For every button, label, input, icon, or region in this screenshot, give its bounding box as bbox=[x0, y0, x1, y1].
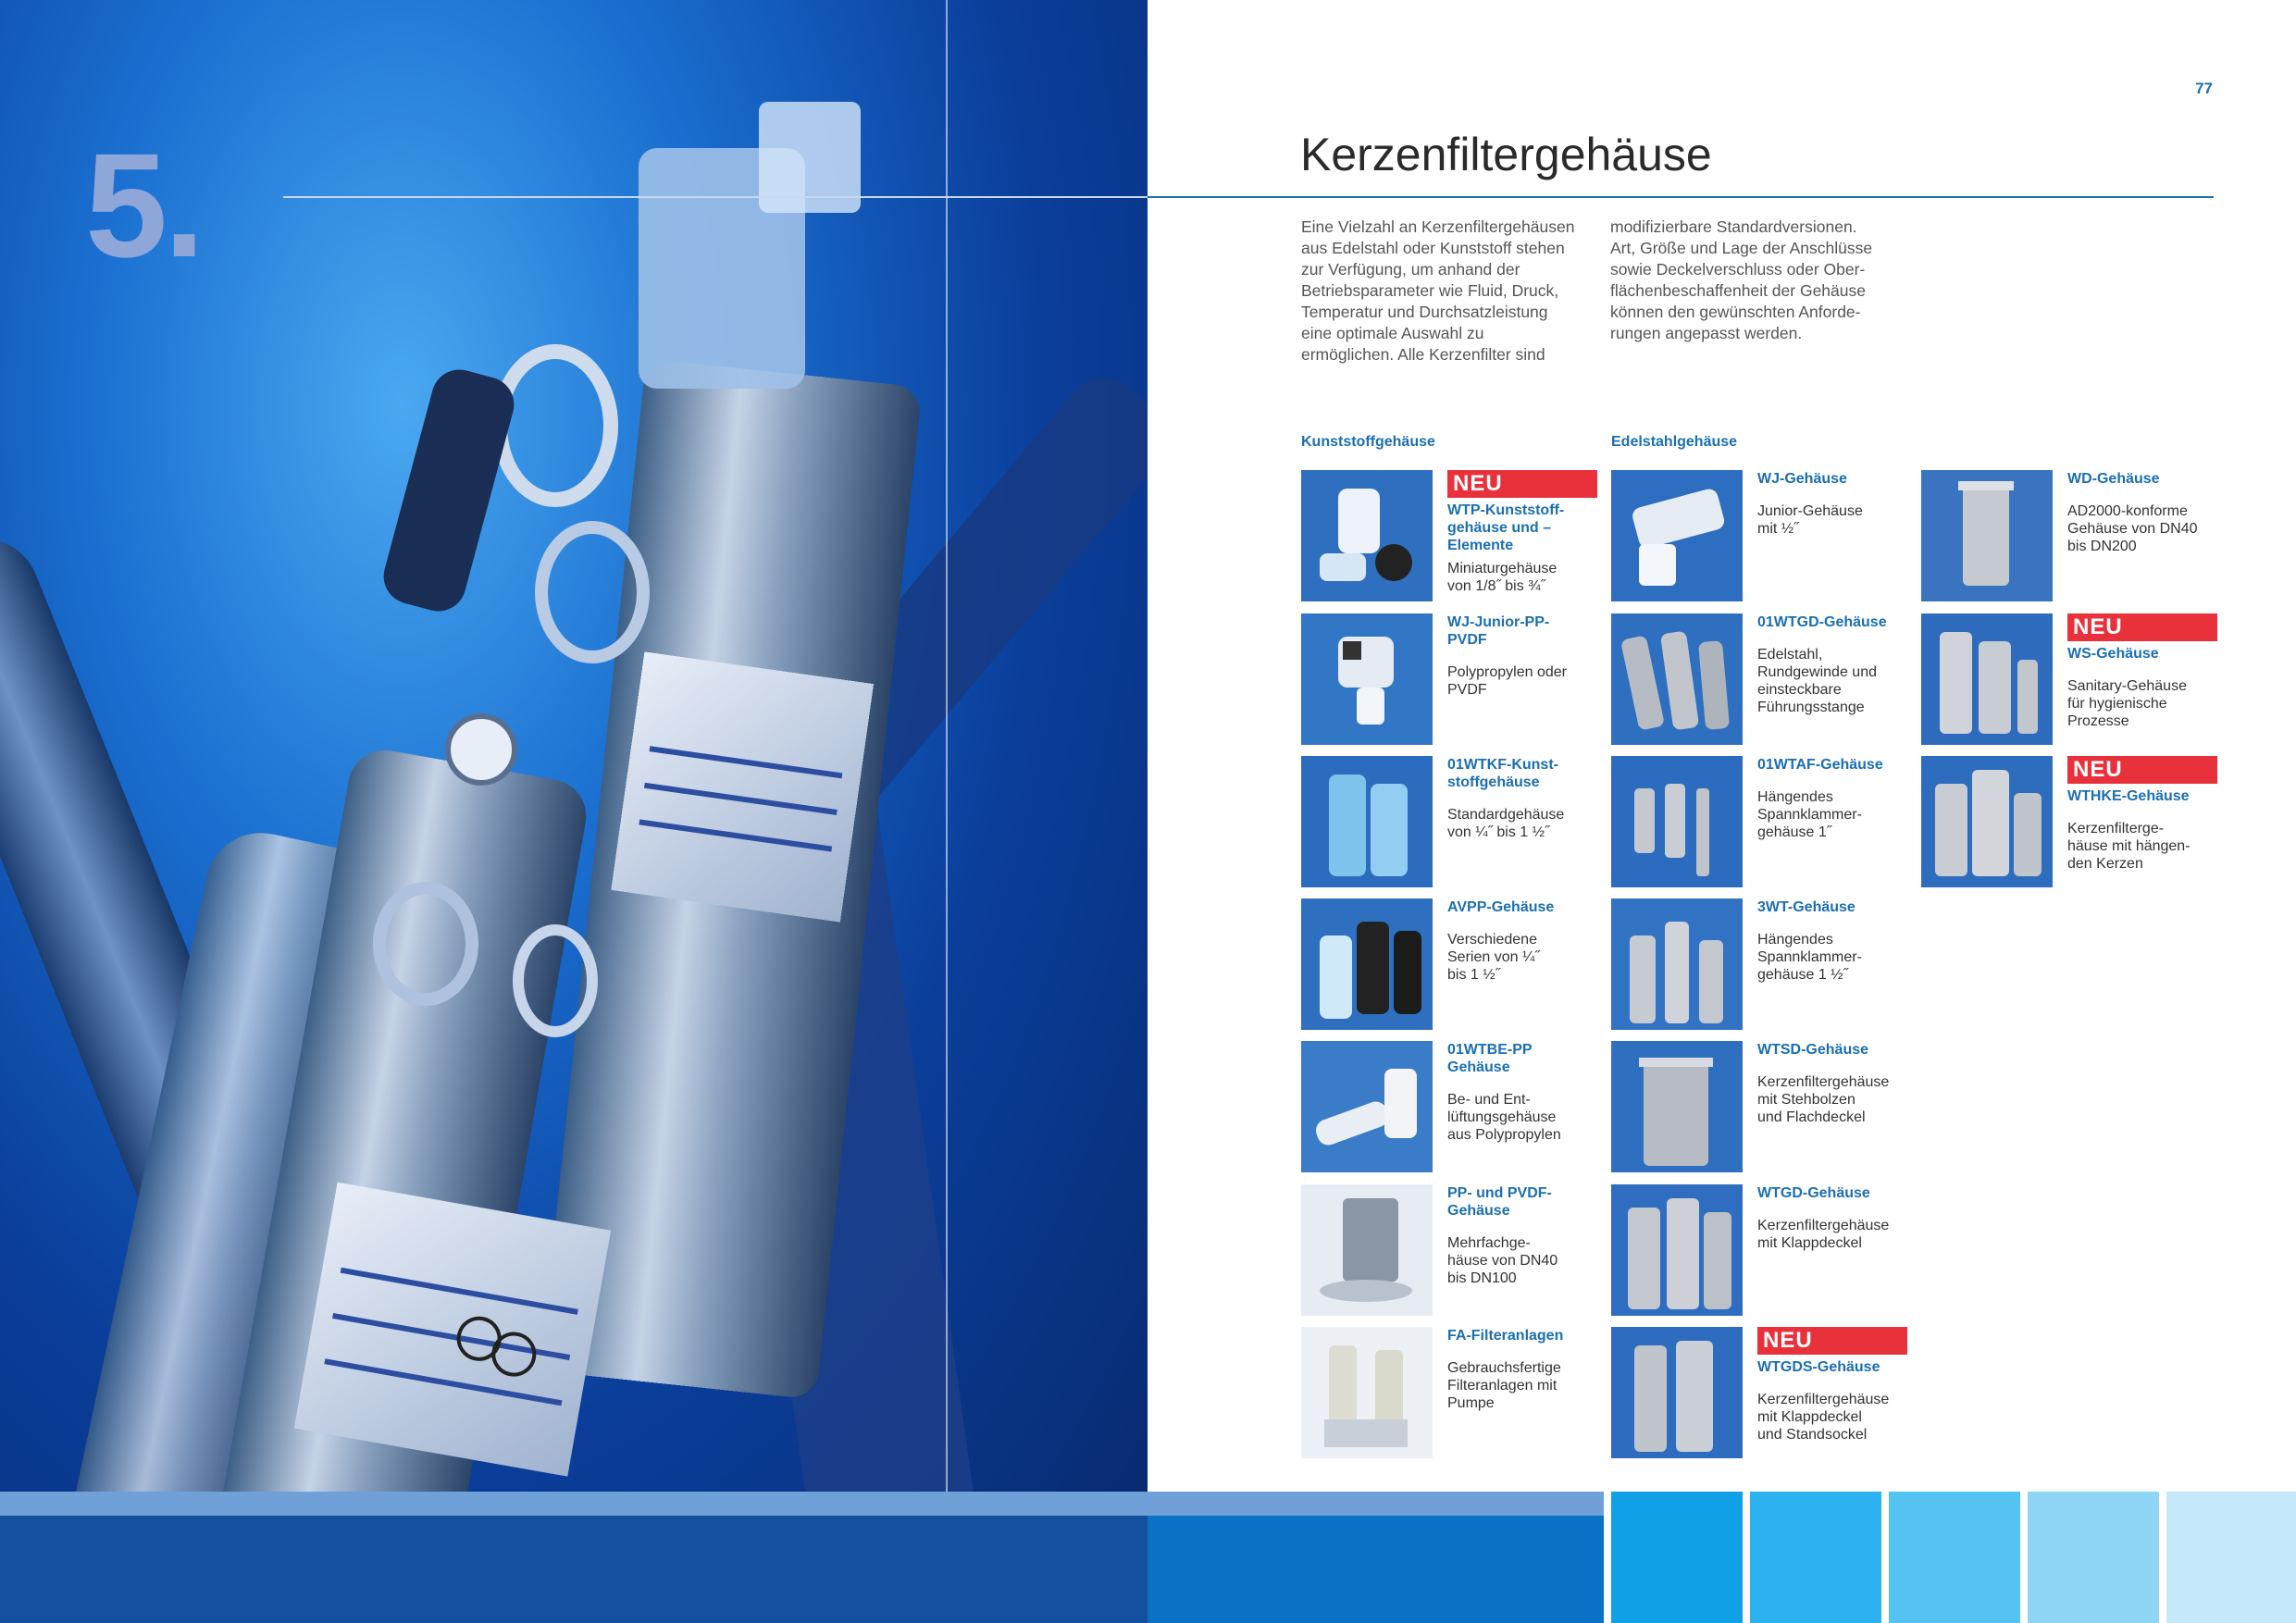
product-card bbox=[1301, 470, 1597, 601]
product-description: Kerzenfiltergehäuse mit Stehbolzen und Flachdeckel bbox=[1757, 1074, 1890, 1125]
product-description: Be- und Ent- lüftungsgehäuse aus Polypropylen bbox=[1447, 1092, 1561, 1143]
product-description: Kerzenfilterge- häuse mit hängen- den Kerzen bbox=[2067, 821, 2191, 872]
product-card bbox=[1611, 756, 1907, 887]
product-photo bbox=[1301, 1184, 1433, 1316]
product-photo bbox=[1611, 898, 1743, 1030]
page-number: 77 bbox=[2195, 80, 2213, 97]
header-rule bbox=[283, 196, 1148, 198]
product-card bbox=[1921, 756, 2217, 887]
neu-badge: NEU bbox=[1757, 1327, 1907, 1355]
product-card bbox=[1301, 1184, 1597, 1316]
product-photo bbox=[1611, 756, 1743, 887]
product-photo bbox=[1301, 613, 1433, 745]
product-card bbox=[1611, 1041, 1907, 1172]
section-heading-edelstahl: Edelstahlgehäuse bbox=[1611, 434, 1738, 450]
product-card bbox=[1611, 1327, 1907, 1458]
intro-text-column-1: Eine Vielzahl an Kerzenfiltergehäusen aus Edelstahl oder Kunststoff stehen zur Verfügung, um anhand der Betriebsparameter wie Fluid, Druck, Temperatur und Durchsatzleistung eine optimale Auswahl zu ermöglichen. Alle Kerzenfilter sind bbox=[1301, 217, 1575, 364]
product-name: 01WTKF-Kunst- stoffgehäuse bbox=[1447, 757, 1558, 790]
bottom-tile bbox=[2028, 1492, 2159, 1623]
product-card bbox=[1611, 1184, 1907, 1316]
product-name: FA-Filteranlagen bbox=[1447, 1328, 1564, 1344]
product-photo bbox=[1921, 470, 2053, 601]
product-card bbox=[1301, 898, 1597, 1030]
product-name: 3WT-Gehäuse bbox=[1757, 899, 1855, 915]
product-photo bbox=[1921, 613, 2053, 745]
product-name: WD-Gehäuse bbox=[2067, 471, 2160, 487]
product-photo bbox=[1301, 898, 1433, 1030]
product-name: 01WTAF-Gehäuse bbox=[1757, 757, 1883, 773]
product-description: Polypropylen oder PVDF bbox=[1447, 664, 1567, 698]
fold-line bbox=[946, 0, 948, 1623]
product-photo bbox=[1921, 756, 2053, 887]
product-name: WJ-Gehäuse bbox=[1757, 471, 1847, 487]
neu-badge: NEU bbox=[1447, 470, 1597, 498]
product-description: Kerzenfiltergehäuse mit Klappdeckel und Standsockel bbox=[1757, 1392, 1890, 1443]
bottom-tile bbox=[1889, 1492, 2020, 1623]
product-photo bbox=[1611, 470, 1743, 601]
product-name: WJ-Junior-PP- PVDF bbox=[1447, 614, 1550, 648]
product-description: Edelstahl, Rundgewinde und einsteckbare Führungsstange bbox=[1757, 647, 1877, 715]
product-name: 01WTGD-Gehäuse bbox=[1757, 614, 1887, 630]
product-description: Mehrfachge- häuse von DN40 bis DN100 bbox=[1447, 1235, 1558, 1286]
bottom-tile bbox=[1611, 1492, 1743, 1623]
product-name: WTSD-Gehäuse bbox=[1757, 1042, 1869, 1058]
product-description: Sanitary-Gehäuse für hygienische Prozesse bbox=[2067, 678, 2187, 729]
product-name: PP- und PVDF- Gehäuse bbox=[1447, 1185, 1552, 1219]
product-photo bbox=[1611, 613, 1743, 745]
product-card bbox=[1921, 470, 2217, 601]
product-description: Standardgehäuse von ¼˝ bis 1 ½˝ bbox=[1447, 807, 1565, 840]
bottom-tile bbox=[1750, 1492, 1881, 1623]
product-name: WTP-Kunststoff- gehäuse und – Elemente bbox=[1447, 502, 1565, 553]
product-photo bbox=[1611, 1184, 1743, 1316]
header-rule bbox=[1148, 196, 2214, 198]
product-name: WTGD-Gehäuse bbox=[1757, 1185, 1870, 1201]
product-description: Hängendes Spannklammer- gehäuse 1˝ bbox=[1757, 789, 1862, 840]
product-photo bbox=[1301, 1327, 1433, 1458]
page-title: Kerzenfiltergehäuse bbox=[1300, 129, 1712, 180]
product-description: Verschiedene Serien von ¼˝ bis 1 ½˝ bbox=[1447, 932, 1540, 983]
product-photo bbox=[1301, 756, 1433, 887]
bottom-band bbox=[1148, 1516, 1604, 1623]
product-description: Gebrauchsfertige Filteranlagen mit Pumpe bbox=[1447, 1360, 1561, 1411]
product-name: 01WTBE-PP Gehäuse bbox=[1447, 1042, 1533, 1075]
product-description: Hängendes Spannklammer- gehäuse 1 ½˝ bbox=[1757, 932, 1862, 983]
product-card bbox=[1301, 756, 1597, 887]
product-name: WS-Gehäuse bbox=[2067, 646, 2159, 662]
product-card bbox=[1611, 898, 1907, 1030]
product-description: Miniaturgehäuse von 1/8˝ bis ¾˝ bbox=[1447, 561, 1558, 594]
product-description: Junior-Gehäuse mit ½˝ bbox=[1757, 503, 1863, 537]
product-photo bbox=[1611, 1041, 1743, 1172]
product-card bbox=[1301, 1041, 1597, 1172]
bottom-tile bbox=[2166, 1492, 2296, 1623]
product-description: Kerzenfiltergehäuse mit Klappdeckel bbox=[1757, 1218, 1890, 1251]
intro-text-column-2: modifizierbare Standardversionen. Art, Größe und Lage der Anschlüsse sowie Deckelverschluss oder Ober- flächenbeschaffenheit der Gehäuse können den gewünschten Anforde- rungen angepasst werden. bbox=[1610, 217, 1873, 342]
product-photo bbox=[1301, 470, 1433, 601]
product-card bbox=[1301, 1327, 1597, 1458]
neu-badge: NEU bbox=[2067, 756, 2217, 784]
product-photo bbox=[1301, 1041, 1433, 1172]
product-card bbox=[1611, 470, 1907, 601]
product-card bbox=[1611, 613, 1907, 745]
product-photo bbox=[1611, 1327, 1743, 1458]
chapter-number: 5. bbox=[85, 122, 202, 288]
product-name: WTGDS-Gehäuse bbox=[1757, 1359, 1880, 1375]
neu-badge: NEU bbox=[2067, 613, 2217, 641]
product-card bbox=[1921, 613, 2217, 745]
bottom-strip bbox=[0, 1492, 1604, 1516]
product-description: AD2000-konforme Gehäuse von DN40 bis DN200 bbox=[2067, 503, 2198, 554]
product-card bbox=[1301, 613, 1597, 745]
product-name: AVPP-Gehäuse bbox=[1447, 899, 1555, 915]
bottom-band bbox=[0, 1516, 1148, 1623]
section-heading-kunststoff: Kunststoffgehäuse bbox=[1301, 434, 1435, 450]
product-name: WTHKE-Gehäuse bbox=[2067, 788, 2190, 804]
